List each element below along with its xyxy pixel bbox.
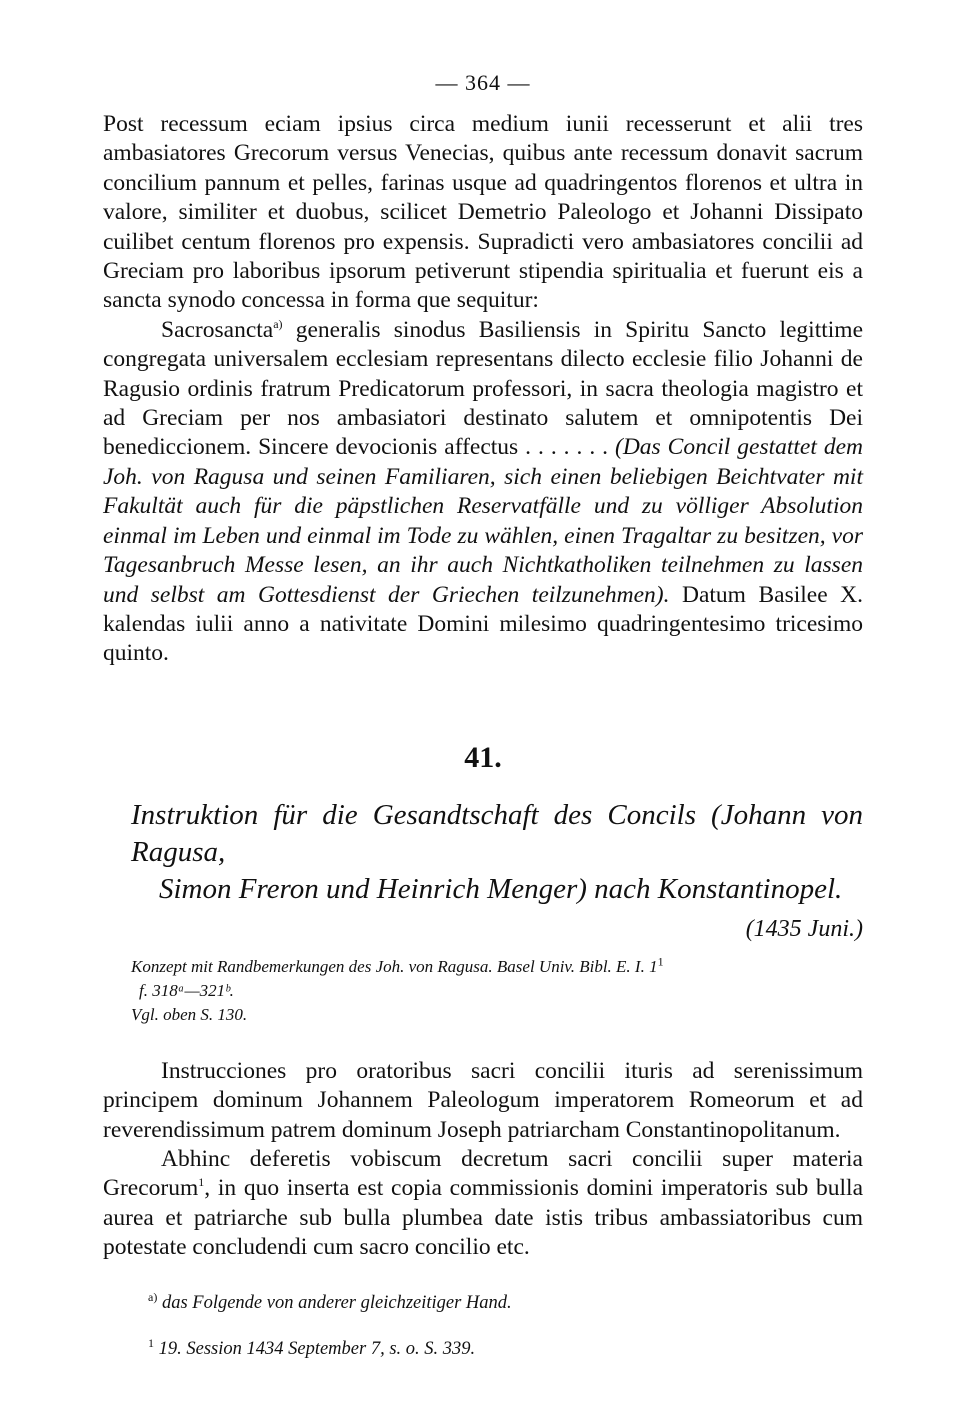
paragraph-sacrosancta	[103, 316, 863, 669]
section-title	[131, 797, 863, 908]
abhinc-text-a: Abhinc deferetis vobiscum decretum sacri concilii super materia Grecorum	[103, 1145, 863, 1202]
abhinc-text-b: , in quo inserta est copia commissionis domini imperatoris sub bulla aurea et patriarche sub bulla plumbea date istis tribus ambassiatoribus cum potestate concludendi cum sacro concilio etc.	[103, 1175, 863, 1261]
source-line-2: f. 318ᵃ—321ᵇ.	[139, 980, 234, 1000]
footnote-a-text: das Folgende von anderer gleichzeitiger Hand.	[157, 1292, 512, 1313]
datum-clause: Datum Basilee X. kalendas iulii anno a nativitate Domini milesimo quadringentesimo tricesimo quinto.	[103, 581, 863, 667]
paragraph-recessum: Post recessum eciam ipsius circa medium iunii recesserunt et alii tres ambasiatores Grecorum versus Venecias, quibus ante recessum donavit sacrum concilium pannum et pelles, farinas usque ad quadringentos florenos et ultra in valore, similiter et duobus, scilicet Demetrio Paleologo et Johanni Dissipato cuilibet centum florenos pro expensis. Supradicti vero ambasiatores concilii ad Greciam pro laboribus ipsorum petiverunt stipendia spiritualia et fuerunt eis a sancta synodo concessa in forma que sequitur:	[103, 111, 863, 314]
source-line-1	[131, 955, 863, 979]
section-title-line-1: Instruktion für die Gesandtschaft des Concils (Johann von Ragusa,	[131, 798, 863, 868]
paragraph-abhinc	[103, 1145, 863, 1263]
page-number: — 364 —	[435, 70, 531, 95]
section-number: 41.	[464, 740, 502, 774]
footnote-a	[148, 1291, 863, 1315]
source-note	[131, 955, 863, 1027]
footnote-1	[148, 1337, 863, 1361]
german-summary: (Das Concil gestattet dem Joh. von Ragusa und seinen Familiaren, sich einen beliebigen Beichtvater mit Fakultät auch für die päpstlichen Reservatfälle und zu völliger Absolution einmal im Leben und einmal im Tode zu wählen, einen Tragaltar zu besitzen, vor Tagesanbruch Messe lesen, an ihr auch Nichtkatholiken teilnehmen zu lassen und selbst am Gottesdienst der Griechen teilzunehmen).	[103, 434, 863, 608]
sacrosancta-text: generalis sinodus Basiliensis in Spiritu Sancto legittime congregata universalem ecclesiam representans dilecto ecclesie filio Johanni de Ragusio ordinis fratrum Predicatorum professori, in sacra theologia magistro et ad Greciam per nos ambasiatori destinato salutem et omnipotentis Dei benediccionem. Sincere devocionis affectus . . . . . . .	[103, 316, 863, 461]
footnote-a-mark: a)	[148, 1289, 158, 1304]
footnote-ref-a: a)	[273, 317, 283, 332]
footnote-1-mark: 1	[148, 1335, 154, 1350]
section-date: (1435 Juni.)	[745, 915, 863, 942]
source-line-3: Vgl. oben S. 130.	[131, 1004, 248, 1024]
section-title-line-2: Simon Freron und Heinrich Menger) nach Konstantinopel.	[159, 872, 843, 905]
footnote-ref-1: 1	[198, 1175, 205, 1190]
footnote-1-text: 19. Session 1434 September 7, s. o. S. 339.	[154, 1338, 476, 1359]
paragraph-instrucciones: Instrucciones pro oratoribus sacri concilii ituris ad serenissimum principem dominum Johannem Paleologum imperatorem Romeorum et ad reverendissimum patrem dominum Joseph patriarcham Constantinopolitanum.	[103, 1057, 863, 1143]
source-sup: 1	[657, 954, 664, 969]
source-line-1-text: Konzept mit Randbemerkungen des Joh. von Ragusa. Basel Univ. Bibl. E. I. 1	[131, 956, 658, 976]
page	[103, 70, 863, 1361]
sacrosancta-lead: Sacrosancta	[161, 316, 274, 343]
